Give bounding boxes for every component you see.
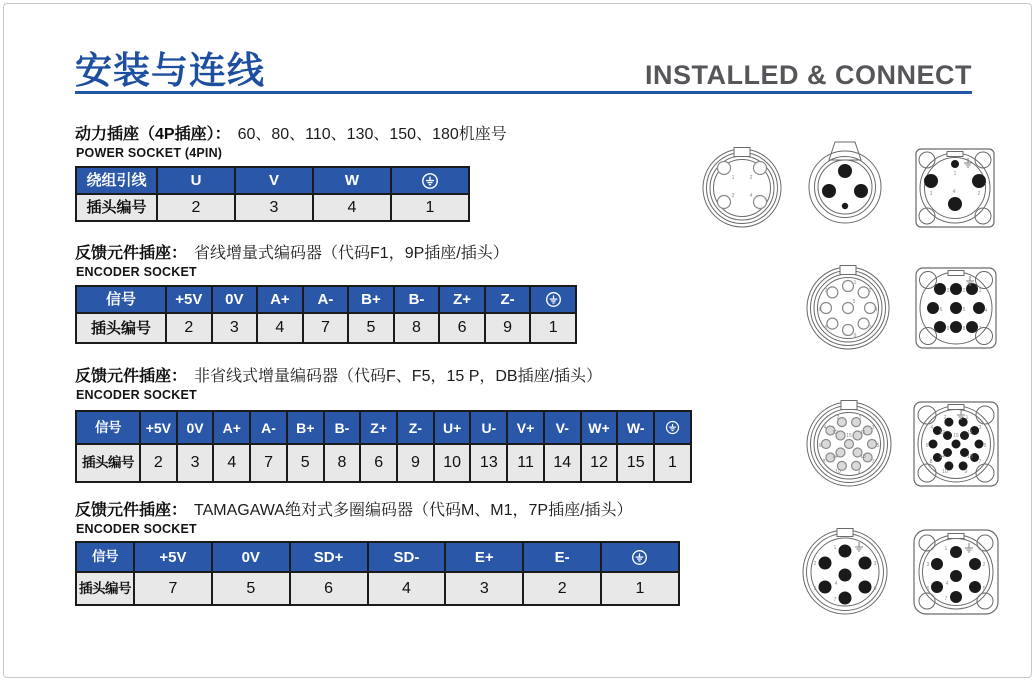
encoder-15p-flange-socket-diagram xyxy=(902,390,1010,498)
signal-cell: V+ xyxy=(507,411,544,444)
section-subheading-encoder-7p: ENCODER SOCKET xyxy=(76,522,197,536)
pin-number-cell: 5 xyxy=(348,313,394,343)
signal-cell-ground xyxy=(391,167,469,194)
pin-number-cell: 6 xyxy=(439,313,485,343)
pin-number-cell: 4 xyxy=(213,444,250,482)
row-header-signal: 信号 xyxy=(76,286,166,313)
pin-number-cell: 6 xyxy=(360,444,397,482)
connector-pin-label: 5 xyxy=(852,299,856,305)
connector-pin-label: 5 xyxy=(962,307,966,313)
signal-cell: +5V xyxy=(166,286,212,313)
encoder-9p-pin-table xyxy=(75,285,577,344)
connector-pin-label: 4 xyxy=(749,193,753,199)
row-header-signal: 信号 xyxy=(76,542,134,572)
ground-icon xyxy=(665,420,680,435)
connector-pin-label: 6 xyxy=(939,307,943,313)
heading-rest: TAMAGAWA绝对式多圈编码器（代码M、M1，7P插座/插头） xyxy=(194,502,633,519)
connector-pin-label: 3 xyxy=(926,562,930,568)
pin-assignment-table xyxy=(75,410,692,483)
signal-cell: U- xyxy=(470,411,507,444)
pin-number-cell: 2 xyxy=(166,313,212,343)
connector-pin-label: 12 xyxy=(939,430,945,436)
encoder-7p-pin-table xyxy=(75,541,680,606)
signal-cell: V xyxy=(235,167,313,194)
connector-pin-label: 3 xyxy=(871,425,875,431)
signal-cell-ground xyxy=(654,411,691,444)
pin-number-cell: 6 xyxy=(290,572,368,605)
pin-number-cell: 3 xyxy=(235,194,313,221)
connector-pin-label: 9 xyxy=(946,326,950,332)
connector-pin-label: 9 xyxy=(857,469,861,475)
connector-pin-label: 4 xyxy=(874,307,878,313)
connector-pin-label: 13 xyxy=(967,454,973,460)
row-header-pin-number: 插头编号 xyxy=(76,313,166,343)
connector-pin-label: 4 xyxy=(834,581,838,587)
section-heading-encoder-15p xyxy=(75,367,602,386)
pin-number-cell: 4 xyxy=(368,572,446,605)
pin-assignment-table xyxy=(75,285,577,344)
signal-cell: B- xyxy=(324,411,361,444)
heading-rest: 60、80、110、130、150、180机座号 xyxy=(237,126,507,143)
pin-number-cell: 4 xyxy=(257,313,303,343)
connector-pin-label: 4 xyxy=(823,425,827,431)
signal-cell: Z+ xyxy=(360,411,397,444)
pin-number-cell: 9 xyxy=(485,313,531,343)
connector-pin-label: 2 xyxy=(962,288,966,294)
connector-pin-label: 2 xyxy=(868,288,872,294)
ground-icon xyxy=(545,291,562,308)
connector-pin-label: 8 xyxy=(962,326,966,332)
connector-pin-label: 4 xyxy=(952,189,956,195)
pin-number-cell: 14 xyxy=(544,444,581,482)
section-heading-power xyxy=(75,125,507,144)
pin-number-cell: 8 xyxy=(324,444,361,482)
encoder-9p-flange-socket-diagram xyxy=(904,256,1008,360)
encoder-9p-round-plug-diagram xyxy=(795,255,901,361)
connector-pin-label: 14 xyxy=(939,454,945,460)
connector-pin-label: 11 xyxy=(967,430,973,436)
pin-number-cell: 8 xyxy=(394,313,440,343)
connector-pin-label: 7 xyxy=(978,459,982,465)
signal-cell: Z- xyxy=(485,286,531,313)
signal-cell: 0V xyxy=(212,286,258,313)
power-4p-round-plug-diagram xyxy=(797,139,893,235)
connector-pin-label: 2 xyxy=(943,415,947,421)
connector-pin-label: 9 xyxy=(853,333,857,339)
connector-pin-label: 1 xyxy=(944,546,948,552)
signal-cell: Z+ xyxy=(439,286,485,313)
connector-pin-label: 8 xyxy=(929,459,933,465)
signal-cell-ground xyxy=(530,286,576,313)
pin-number-cell: 2 xyxy=(140,444,177,482)
heading-rest: 非省线式增量编码器（代码F、F5，15 P，DB插座/插头） xyxy=(194,368,603,385)
connector-pin-label: 6 xyxy=(873,586,877,592)
connector-pin-label: 10 xyxy=(942,469,948,475)
section-heading-encoder-7p xyxy=(75,501,633,520)
connector-pin-label: 3 xyxy=(978,425,982,431)
signal-cell: B- xyxy=(394,286,440,313)
pin-number-cell: 12 xyxy=(581,444,618,482)
signal-cell: E- xyxy=(523,542,601,572)
connector-pin-label: 2 xyxy=(836,415,840,421)
pin-number-cell: 5 xyxy=(287,444,324,482)
pin-number-cell: 2 xyxy=(523,572,601,605)
connector-pin-label: 2 xyxy=(749,175,753,181)
connector-pin-label: 1 xyxy=(731,175,735,181)
row-header-signal: 绕组引线 xyxy=(76,167,157,194)
signal-cell: W+ xyxy=(581,411,618,444)
encoder-7p-flange-socket-diagram xyxy=(902,518,1010,626)
pin-number-cell: 3 xyxy=(212,313,258,343)
signal-cell-ground xyxy=(601,542,679,572)
section-subheading-encoder-15p: ENCODER SOCKET xyxy=(76,388,197,402)
connector-pin-label: 1 xyxy=(953,171,957,177)
connector-pin-label: 7 xyxy=(868,325,872,331)
pin-number-cell: 3 xyxy=(177,444,214,482)
heading-rest: 省线增量式编码器（代码F1，9P插座/插头） xyxy=(194,245,509,262)
signal-cell: A- xyxy=(250,411,287,444)
connector-pin-label: 1 xyxy=(833,545,837,551)
heading-strong: 反馈元件插座： xyxy=(75,368,188,385)
pin-number-cell: 1 xyxy=(601,572,679,605)
signal-cell: +5V xyxy=(134,542,212,572)
connector-pin-label: 8 xyxy=(824,325,828,331)
signal-cell: A+ xyxy=(257,286,303,313)
connector-pin-label: 13 xyxy=(860,454,866,460)
connector-pin-label: 7 xyxy=(978,326,982,332)
signal-cell: W xyxy=(313,167,391,194)
connector-pin-label: 5 xyxy=(813,586,817,592)
connector-pin-label: 3 xyxy=(731,193,735,199)
power-socket-pin-table xyxy=(75,166,470,222)
pin-number-cell: 9 xyxy=(397,444,434,482)
connector-pin-label: 1 xyxy=(853,280,857,286)
section-subheading-encoder-9p: ENCODER SOCKET xyxy=(76,265,197,279)
heading-strong: 动力插座（4P插座）： xyxy=(75,126,231,143)
signal-cell: W- xyxy=(617,411,654,444)
heading-strong: 反馈元件插座： xyxy=(75,502,188,519)
connector-pin-label: 2 xyxy=(813,561,817,567)
connector-pin-label: 5 xyxy=(982,586,986,592)
connector-pin-label: 1 xyxy=(978,288,982,294)
pin-number-cell: 7 xyxy=(250,444,287,482)
connector-pin-label: 5 xyxy=(876,443,880,449)
pin-number-cell: 5 xyxy=(212,572,290,605)
connector-pin-label: 6 xyxy=(818,443,822,449)
connector-pin-label: 12 xyxy=(832,430,838,436)
pin-number-cell: 7 xyxy=(303,313,349,343)
connector-pin-label: 3 xyxy=(929,191,933,197)
pin-number-cell: 1 xyxy=(391,194,469,221)
page-title-english: INSTALLED & CONNECT xyxy=(645,60,972,90)
connector-pin-label: 6 xyxy=(926,586,930,592)
connector-pin-label: 15 xyxy=(846,433,852,439)
signal-cell: A- xyxy=(303,286,349,313)
connector-pin-label: 7 xyxy=(833,597,837,603)
connector-pin-label: 4 xyxy=(984,308,988,314)
section-subheading-power: POWER SOCKET (4PIN) xyxy=(76,146,223,160)
heading-strong: 反馈元件插座： xyxy=(75,245,188,262)
signal-cell: E+ xyxy=(445,542,523,572)
connector-pin-label: 6 xyxy=(818,307,822,313)
row-header-pin-number: 插头编号 xyxy=(76,194,157,221)
connector-pin-label: 14 xyxy=(832,454,838,460)
pin-number-cell: 4 xyxy=(313,194,391,221)
ground-icon xyxy=(421,172,439,190)
page-title-chinese: 安装与连线 xyxy=(75,50,265,91)
power-4p-flange-socket-diagram xyxy=(904,137,1006,239)
encoder-7p-round-plug-diagram xyxy=(791,518,899,626)
pin-number-cell: 13 xyxy=(470,444,507,482)
pin-assignment-table xyxy=(75,166,470,222)
connector-pin-label: 7 xyxy=(944,596,948,602)
connector-pin-label: 6 xyxy=(925,443,929,449)
connector-pin-label: 8 xyxy=(822,459,826,465)
signal-cell: U+ xyxy=(434,411,471,444)
pin-number-cell: 7 xyxy=(134,572,212,605)
power-4p-round-socket-diagram xyxy=(691,137,793,239)
signal-cell: +5V xyxy=(140,411,177,444)
connector-pin-label: 4 xyxy=(930,425,934,431)
signal-cell: Z- xyxy=(397,411,434,444)
connector-pin-label: 5 xyxy=(983,443,987,449)
connector-pin-label: 10 xyxy=(835,469,841,475)
row-header-pin-number: 插头编号 xyxy=(76,572,134,605)
signal-cell: A+ xyxy=(213,411,250,444)
connector-pin-label: 3 xyxy=(873,561,877,567)
pin-number-cell: 1 xyxy=(654,444,691,482)
connector-pin-label: 1 xyxy=(965,415,969,421)
connector-pin-label: 2 xyxy=(982,562,986,568)
signal-cell: SD- xyxy=(368,542,446,572)
pin-number-cell: 15 xyxy=(617,444,654,482)
pin-number-cell: 1 xyxy=(530,313,576,343)
connector-pin-label: 15 xyxy=(953,433,959,439)
encoder-15p-round-plug-diagram xyxy=(795,390,903,498)
pin-number-cell: 2 xyxy=(157,194,235,221)
title-underline xyxy=(75,91,972,94)
pin-assignment-table xyxy=(75,541,680,606)
pin-number-cell: 10 xyxy=(434,444,471,482)
signal-cell: B+ xyxy=(348,286,394,313)
connector-pin-label: 2 xyxy=(977,191,981,197)
connector-pin-label: 4 xyxy=(945,581,949,587)
encoder-15p-pin-table xyxy=(75,410,692,483)
signal-cell: 0V xyxy=(212,542,290,572)
row-header-signal: 信号 xyxy=(76,411,140,444)
ground-icon xyxy=(631,549,648,566)
connector-pin-label: 1 xyxy=(858,415,862,421)
section-heading-encoder-9p xyxy=(75,244,509,263)
signal-cell: B+ xyxy=(287,411,324,444)
connector-pin-label: 11 xyxy=(860,430,866,436)
signal-cell: 0V xyxy=(177,411,214,444)
pin-number-cell: 11 xyxy=(507,444,544,482)
connector-pin-label: 7 xyxy=(871,459,875,465)
connector-pin-label: 9 xyxy=(964,469,968,475)
row-header-pin-number: 插头编号 xyxy=(76,444,140,482)
signal-cell: V- xyxy=(544,411,581,444)
pin-number-cell: 3 xyxy=(445,572,523,605)
signal-cell: SD+ xyxy=(290,542,368,572)
connector-pin-label: 3 xyxy=(824,288,828,294)
signal-cell: U xyxy=(157,167,235,194)
connector-pin-label: 3 xyxy=(946,288,950,294)
